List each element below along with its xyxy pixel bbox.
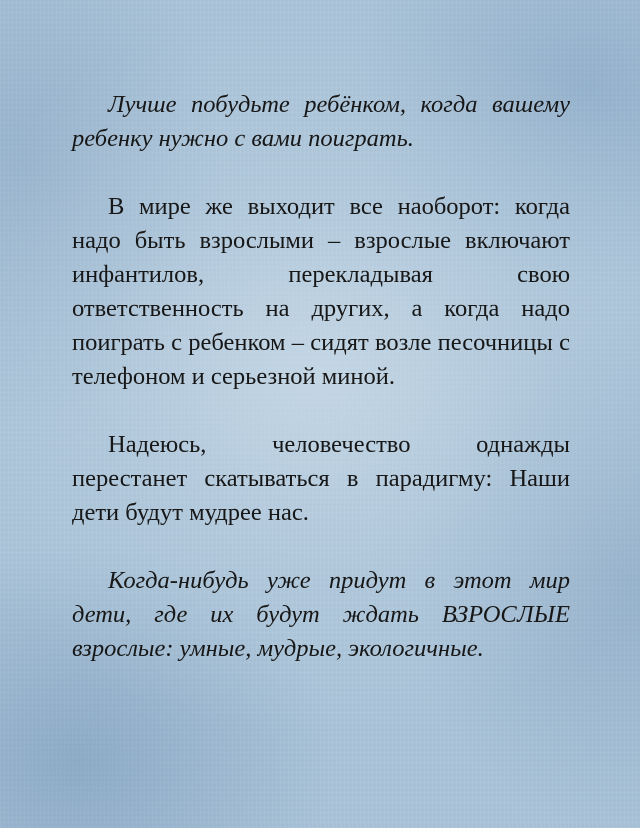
paragraph-gap [72,156,570,190]
paragraph-gap [72,530,570,564]
paragraph-world-reversed: В мире же выходит все наоборот: когда надо быть взрослыми – взрослые включают инфантилов, перекладывая свою ответственность на других, а когда надо поиграть с ребенком – сидят возле песочницы с телефоном и серьезной миной. [72,193,570,390]
paragraph-closing-quote: Когда-нибудь уже придут в этот мир дети, где их будут ждать ВЗРОСЛЫЕ взрослые: умные, мудрые, экологичные. [72,567,570,662]
paragraph-gap [72,394,570,428]
document-page [72,88,570,666]
paragraph-hope: Надеюсь, человечество однажды перестанет скатываться в парадигму: Наши дети будут мудрее нас. [72,431,570,526]
paragraph-intro-quote: Лучше побудьте ребёнком, когда вашему ребенку нужно с вами поиграть. [72,91,570,152]
